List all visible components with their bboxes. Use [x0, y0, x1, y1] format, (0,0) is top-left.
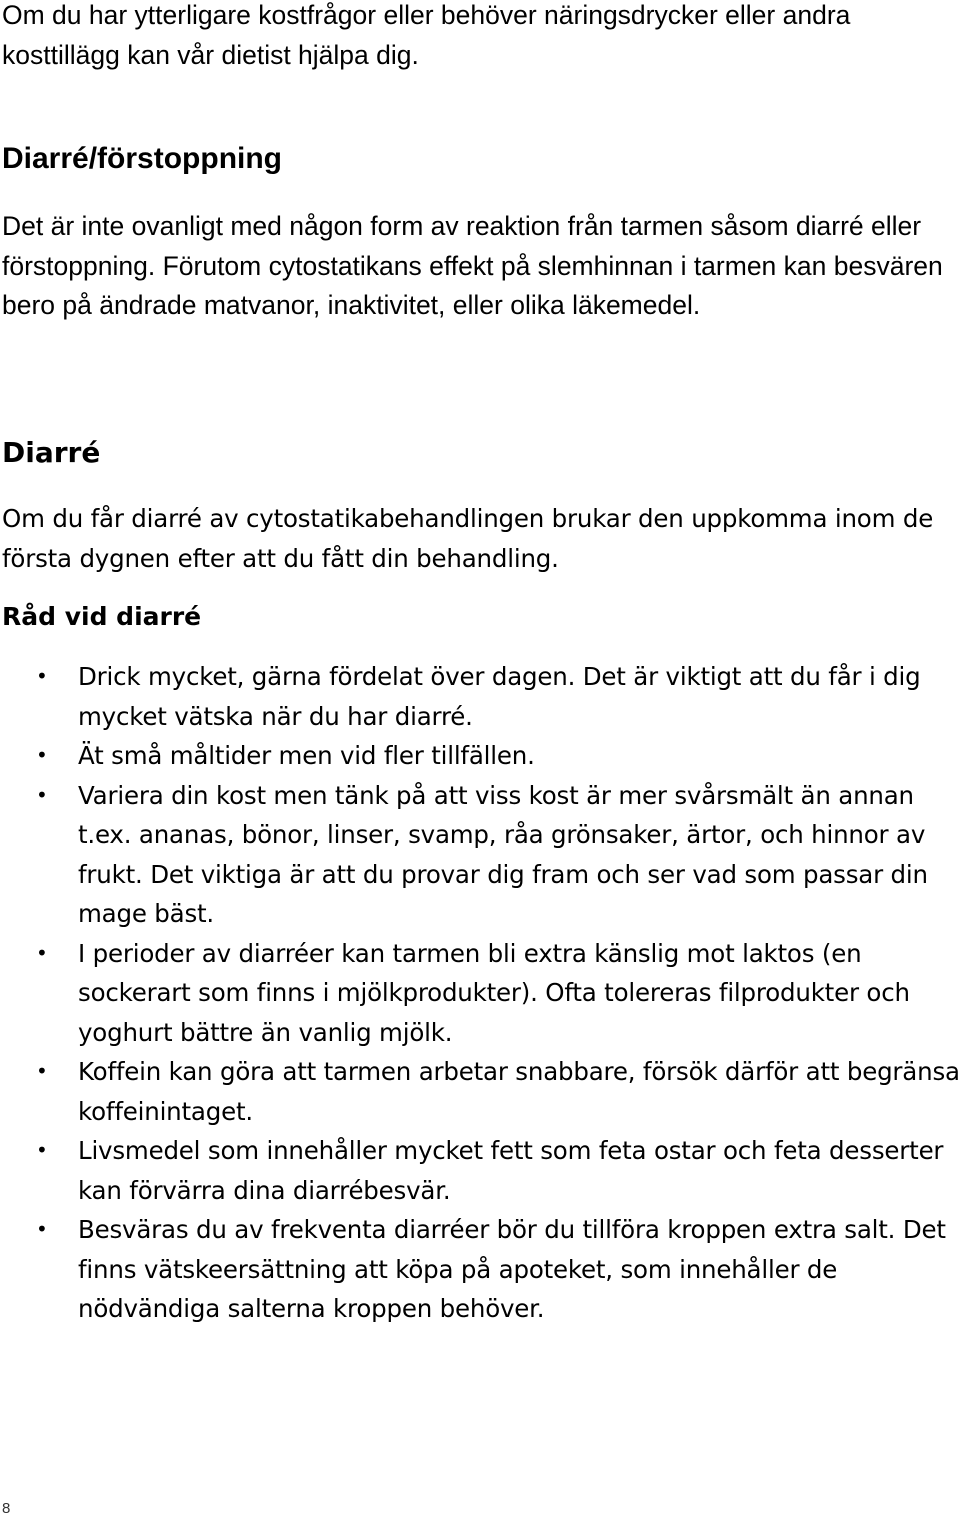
bullet-icon: • — [36, 1217, 48, 1241]
advice-list — [0, 657, 960, 1329]
list-item-text: Ät små måltider men vid fler tillfällen. — [78, 741, 535, 770]
list-item — [0, 934, 960, 1053]
list-item — [0, 1131, 960, 1210]
bullet-icon: • — [36, 1059, 48, 1083]
list-item-text: Koffein kan göra att tarmen arbetar snabbare, försök därför att begränsa koffeinintaget. — [78, 1057, 960, 1126]
bullet-icon: • — [36, 743, 48, 767]
bullet-icon: • — [36, 940, 48, 965]
list-item — [0, 736, 960, 776]
list-item — [0, 1210, 960, 1329]
section-heading-diarrhea: Diarré — [2, 436, 101, 469]
page-number: 8 — [2, 1500, 11, 1517]
bullet-icon: • — [36, 782, 48, 807]
list-item-text: Besväras du av frekventa diarréer bör du tillföra kroppen extra salt. Det finns vätskeersättning att köpa på apoteket, som innehåller de nödvändiga salterna kroppen behöver. — [78, 1215, 946, 1323]
list-item — [0, 776, 960, 934]
list-item — [0, 657, 960, 736]
bullet-icon: • — [36, 664, 48, 688]
list-item-text: I perioder av diarréer kan tarmen bli extra känslig mot laktos (en sockerart som finns i mjölkprodukter). Ofta tolereras filprodukter och yoghurt bättre än vanlig mjölk. — [78, 938, 910, 1047]
list-item-text: Variera din kost men tänk på att viss kost är mer svårsmält än annan t.ex. ananas, bönor, linser, svamp, råa grönsaker, ärtor, och hinnor av frukt. Det viktiga är att du provar dig fram och ser vad som passar din mage bäst. — [78, 780, 928, 928]
bullet-icon: • — [36, 1138, 48, 1162]
list-item — [0, 1052, 960, 1131]
section-heading-diarrhea-constipation: Diarré/förstoppning — [2, 142, 283, 175]
intro-paragraph: Om du har ytterligare kostfrågor eller behöver näringsdrycker eller andra kosttillägg kan vår dietist hjälpa dig. — [2, 0, 851, 70]
list-item-text: Livsmedel som innehåller mycket fett som feta ostar och feta desserter kan förvärra dina diarrébesvär. — [78, 1136, 944, 1205]
diarrhea-paragraph: Om du får diarré av cytostatikabehandlingen brukar den uppkomma inom de första dygnen efter att du fått din behandling. — [2, 504, 934, 573]
advice-heading: Råd vid diarré — [2, 602, 202, 631]
constipation-paragraph: Det är inte ovanligt med någon form av reaktion från tarmen såsom diarré eller förstoppning. Förutom cytostatikans effekt på slemhinnan i tarmen kan besvären bero på ändrade matvanor, inaktivitet, eller olika läkemedel. — [2, 211, 943, 320]
list-item-text: Drick mycket, gärna fördelat över dagen. Det är viktigt att du får i dig mycket vätska när du har diarré. — [78, 662, 921, 731]
